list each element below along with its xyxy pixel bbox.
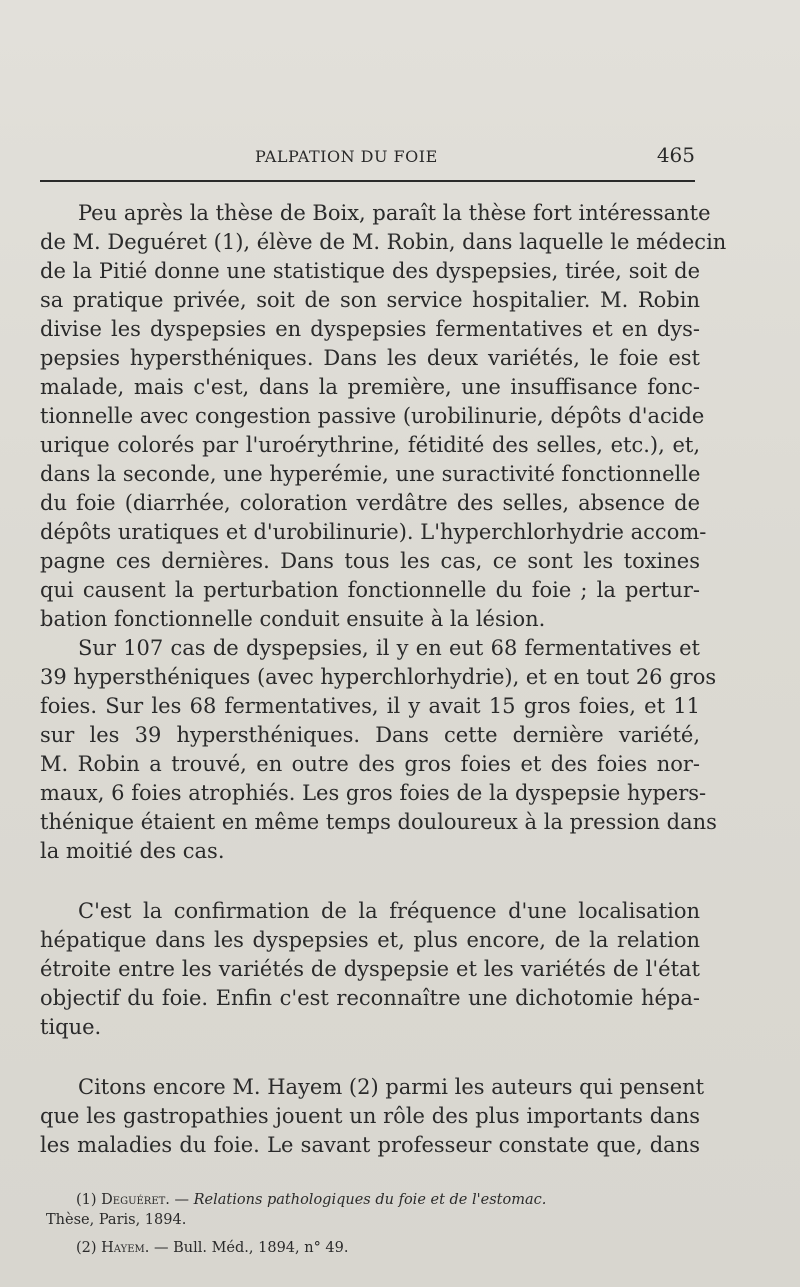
text-line: divise les dyspepsies en dyspepsies fermentatives et en dys- bbox=[40, 317, 700, 341]
text-line: dans la seconde, une hyperémie, une suractivité fonctionnelle bbox=[40, 462, 701, 486]
text-line: hépatique dans les dyspepsies et, plus encore, de la relation bbox=[40, 928, 700, 952]
text-line: tique. bbox=[40, 1015, 102, 1039]
text-line: malade, mais c'est, dans la première, une insuffisance fonc- bbox=[40, 375, 700, 399]
paragraph-2 bbox=[40, 634, 717, 866]
footnote-author: Deguéret. bbox=[101, 1192, 170, 1208]
footnotes bbox=[46, 1190, 706, 1258]
footnote-title: Relations pathologiques du foie et de l'estomac. bbox=[193, 1192, 547, 1208]
text-line: pagne ces dernières. Dans tous les cas, ce sont les toxines bbox=[40, 549, 700, 573]
paragraph-1 bbox=[40, 199, 727, 634]
text-line: la moitié des cas. bbox=[40, 839, 225, 863]
footnote-1 bbox=[46, 1190, 706, 1210]
text-line: de M. Deguéret (1), élève de M. Robin, dans laquelle le médecin bbox=[40, 230, 727, 254]
body-text bbox=[40, 199, 727, 1160]
text-line: pepsies hypersthéniques. Dans les deux variétés, le foie est bbox=[40, 346, 700, 370]
text-line: étroite entre les variétés de dyspepsie et les variétés de l'état bbox=[40, 957, 700, 981]
page-number: 465 bbox=[656, 143, 695, 167]
text-line: urique colorés par l'uroérythrine, fétidité des selles, etc.), et, bbox=[40, 433, 700, 457]
text-line: objectif du foie. Enfin c'est reconnaître une dichotomie hépa- bbox=[40, 986, 700, 1010]
footnote-reference: — Bull. Méd., 1894, n° 49. bbox=[149, 1240, 349, 1256]
text-line: maux, 6 foies atrophiés. Les gros foies de la dyspepsie hypers- bbox=[40, 781, 707, 805]
text-line: qui causent la perturbation fonctionnelle du foie ; la pertur- bbox=[40, 578, 700, 602]
text-line: thénique étaient en même temps douloureux à la pression dans bbox=[40, 810, 717, 834]
running-title: PALPATION DU FOIE bbox=[255, 147, 438, 166]
footnote-2 bbox=[46, 1238, 706, 1258]
text-line: Citons encore M. Hayem (2) parmi les auteurs qui pensent bbox=[78, 1075, 705, 1099]
page-header bbox=[40, 140, 695, 182]
footnote-number: (2) bbox=[76, 1240, 97, 1256]
text-line: Peu après la thèse de Boix, paraît la thèse fort intéressante bbox=[78, 201, 711, 225]
paragraph-3 bbox=[40, 897, 700, 1042]
paragraph-4 bbox=[40, 1073, 705, 1160]
text-line: 39 hypersthéniques (avec hyperchlorhydrie), et en tout 26 gros bbox=[40, 665, 717, 689]
text-line: de la Pitié donne une statistique des dyspepsies, tirée, soit de bbox=[40, 259, 700, 283]
text-line: tionnelle avec congestion passive (urobilinurie, dépôts d'acide bbox=[40, 404, 705, 428]
text-line: bation fonctionnelle conduit ensuite à la lésion. bbox=[40, 607, 546, 631]
text-line: sa pratique privée, soit de son service hospitalier. M. Robin bbox=[40, 288, 700, 312]
text-line: que les gastropathies jouent un rôle des plus importants dans bbox=[40, 1104, 700, 1128]
text-line: dépôts uratiques et d'urobilinurie). L'hyperchlorhydrie accom- bbox=[40, 520, 707, 544]
text-line: les maladies du foie. Le savant professeur constate que, dans bbox=[40, 1133, 700, 1157]
text-line: du foie (diarrhée, coloration verdâtre des selles, absence de bbox=[40, 491, 700, 515]
footnote-number: (1) bbox=[76, 1192, 97, 1208]
footnote-1-continuation: Thèse, Paris, 1894. bbox=[46, 1212, 187, 1228]
text-line: M. Robin a trouvé, en outre des gros foies et des foies nor- bbox=[40, 752, 700, 776]
footnote-author: Hayem. bbox=[101, 1240, 150, 1256]
text-line: C'est la confirmation de la fréquence d'une localisation bbox=[78, 899, 700, 923]
footnote-dash: — bbox=[169, 1192, 194, 1208]
text-line: sur les 39 hypersthéniques. Dans cette dernière variété, bbox=[40, 723, 700, 747]
text-line: foies. Sur les 68 fermentatives, il y avait 15 gros foies, et 11 bbox=[40, 694, 700, 718]
text-line: Sur 107 cas de dyspepsies, il y en eut 68 fermentatives et bbox=[78, 636, 700, 660]
